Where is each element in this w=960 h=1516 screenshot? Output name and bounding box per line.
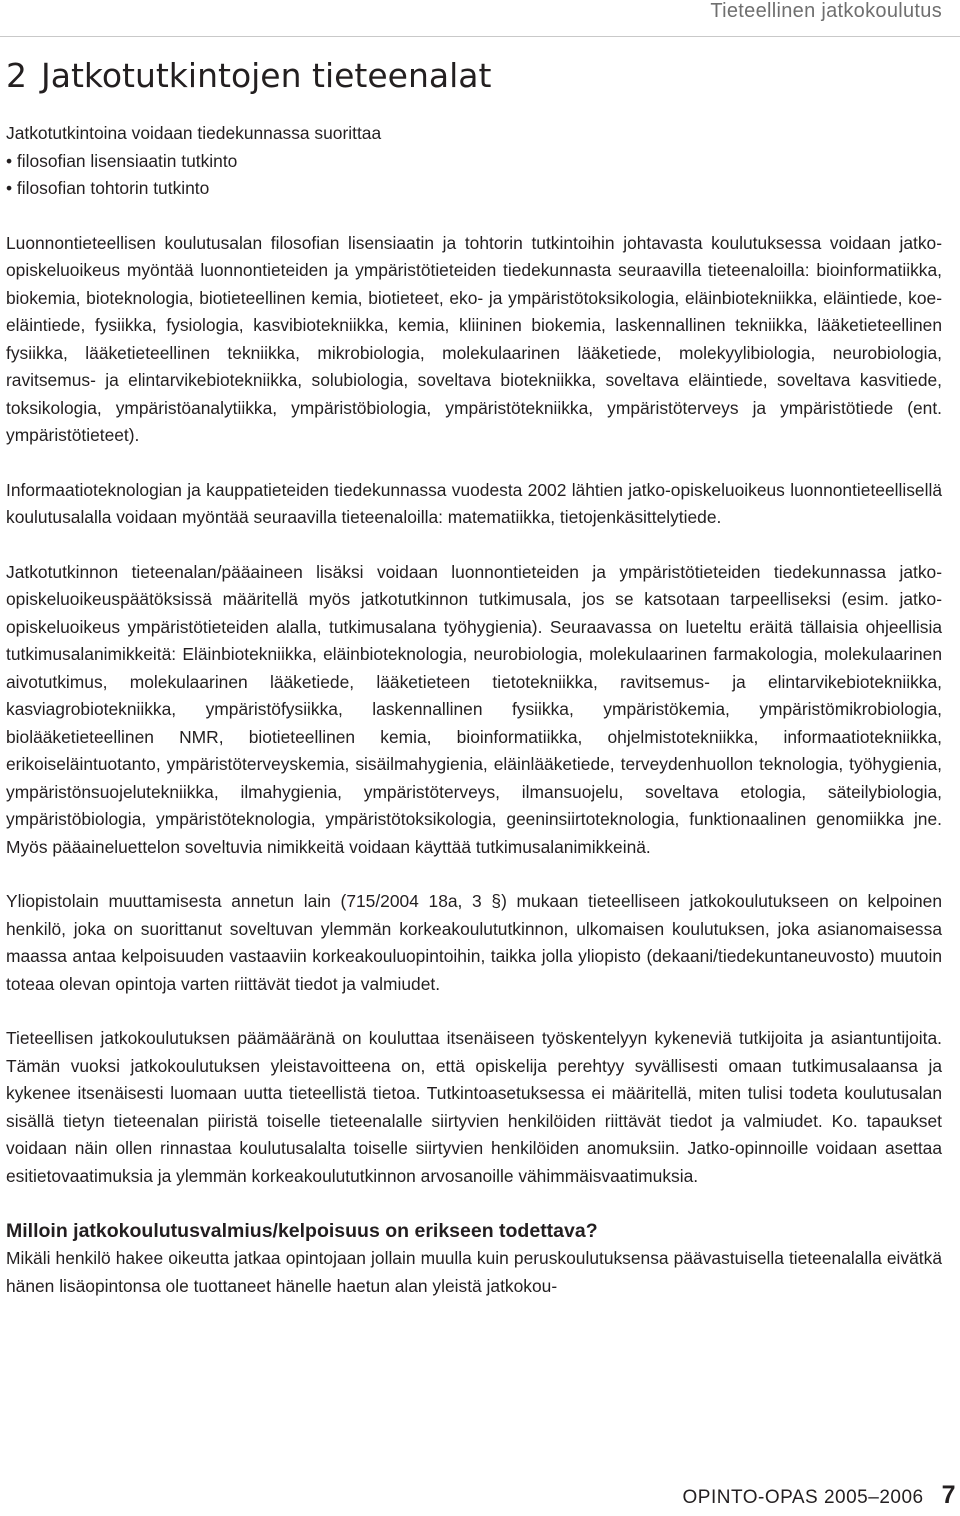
paragraph-it-faculty: Informaatioteknologian ja kauppatieteiden tiedekunnassa vuodesta 2002 lähtien jatko-opiskeluoikeus luonnontieteellisellä koulutusalalla voidaan myöntää seuraavilla tieteenaloilla: matematiikka, tietojenkäsittelytiede.	[6, 479, 942, 527]
publication-name: OPINTO-OPAS 2005–2006	[682, 1487, 924, 1508]
section-number: 2	[6, 56, 27, 95]
section-title	[6, 56, 505, 95]
header-divider	[0, 36, 960, 37]
list-item: • filosofian tohtorin tutkinto	[6, 175, 942, 203]
paragraph-goals: Tieteellisen jatkokoulutuksen päämääränä on kouluttaa itsenäiseen työskentelyyn kykeneviä tutkijoita ja asiantuntijoita. Tämän vuoksi jatkokoulutuksen yleistavoitteena on, että opiskelija perehtyy syvällisesti omaan tutkimusalaansa ja kykenee itsenäisesti luomaan uutta tieteellistä tietoa. Tutkintoasetuksessa ei määritellä, miten tulisi todeta koulutusalan sisällä tietyn tieteenalan piiristä toiselle tieteenalalle siirtyvien henkilöiden riittävät tiedot ja valmiudet. Ko. tapaukset voidaan näin ollen rinnastaa koulutusalalta toiselle siirtyvien henkilöiden anomuksiin. Jatko-opinnoille voidaan asettaa esitietovaatimuksia ja ylemmän korkeakoulututkinnon arvosanoille vähimmäisvaatimuksia.	[6, 1028, 942, 1186]
paragraph-research-areas: Jatkotutkinnon tieteenalan/pääaineen lisäksi voidaan luonnontieteiden ja ympäristötieteiden tiedekunnassa jatko-opiskeluoikeuspäätöksissä määritellä myös jatkotutkinnon tutkimusala, jos se katsotaan tarpeelliseksi (esim. jatko-opiskeluoikeus ympäristötieteiden alalla, tutkimusalana työhygienia). Seuraavassa on lueteltu eräitä tällaisia ohjeellisia tutkimusalanimikkeitä: Eläinbiotekniikka, eläinbioteknologia, neurobiologia, molekulaarinen farmakologia, molekulaarinen aivotutkimus, molekulaarinen lääketiede, lääketieteen tietotekniikka, ravitsemus- ja elintarvikebiotekniikka, kasviagrobiotekniikka, ympäristöfysiikka, laskennallinen fysiikka, ympäristökemia, ympäristömikrobiologia, biolääketieteellinen NMR, biotieteellinen kemia, bioinformatiikka, ohjelmistotekniikka, informaatiotekniikka, erikoiseläintuotanto, ympäristöterveyskemia, sisäilmahygienia, eläinlääketiede, terveydenhuollon teknologia, työhygienia, ympäristönsuojelutekniikka, ilmahygienia, ympäristöterveys, ilmansuojelu, soveltava etologia, säteilybiologia, ympäristöbiologia, ympäristöteknologia, ympäristötoksikologia, geeninsiirtoteknologia, funktionaalinen genomiikka jne. Myös pääaineluettelon soveltuvia nimikkeitä voidaan käyttää tutkimusalanimikkeinä.	[6, 561, 942, 857]
running-header: Tieteellinen jatkokoulutus	[710, 0, 942, 22]
paragraph-eligibility-check: Mikäli henkilö hakee oikeutta jatkaa opintojaan jollain muulla kuin peruskoulutuksensa päävastuisella tieteenalalla eivätkä hänen lisäopintonsa ole tuottaneet hänelle haetun alan yleistä jatkokou-	[6, 1248, 942, 1296]
body-text	[6, 120, 942, 1300]
list-item: • filosofian lisensiaatin tutkinto	[6, 148, 942, 176]
paragraph-fields-of-science: Luonnontieteellisen koulutusalan filosofian lisensiaatin ja tohtorin tutkintoihin johtavasta koulutuksessa voidaan jatko-opiskeluoikeus myöntää luonnontieteiden ja ympäristötieteiden tiedekunnasta seuraavilla tieteenaloilla: bioinformatiikka, biokemia, bioteknologia, biotieteellinen kemia, biotieteet, eko- ja ympäristötoksikologia, eläinbiotekniikka, eläintiede, koe-eläintiede, fysiikka, fysiologia, kasvibiotekniikka, kemia, kliininen biokemia, laskennallinen tekniikka, lääketieteellinen fysiikka, lääketieteellinen tekniikka, mikrobiologia, molekulaarinen lääketiede, molekyylibiologia, neurobiologia, ravitsemus- ja elintarvikebiotekniikka, solubiologia, soveltava biotekniikka, soveltava eläintiede, soveltava kasvitiede, toksikologia, ympäristöanalytiikka, ympäristöbiologia, ympäristötekniikka, ympäristöterveys ja ympäristötiede (ent. ympäristötieteet).	[6, 232, 942, 445]
subsection-heading: Milloin jatkokoulutusvalmius/kelpoisuus on erikseen todettava?	[6, 1220, 598, 1242]
page-footer	[683, 1481, 957, 1510]
section-title-text: Jatkotutkintojen tieteenalat	[41, 56, 492, 95]
page-number: 7	[941, 1481, 956, 1509]
intro-lead: Jatkotutkintoina voidaan tiedekunnassa suorittaa	[6, 123, 382, 143]
degree-list	[6, 148, 942, 203]
paragraph-eligibility: Yliopistolain muuttamisesta annetun lain (715/2004 18a, 3 §) mukaan tieteelliseen jatkokoulutukseen on kelpoinen henkilö, joka on suorittanut soveltuvan ylemmän korkeakoulututkinnon, ulkomaisen koulutuksen, joka asianomaisessa maassa antaa kelpoisuuden vastaaviin korkeakouluopintoihin, taikka jolla yliopisto (dekaani/tiedekuntaneuvosto) muutoin toteaa olevan opintoja varten riittävät tiedot ja valmiudet.	[6, 891, 942, 994]
